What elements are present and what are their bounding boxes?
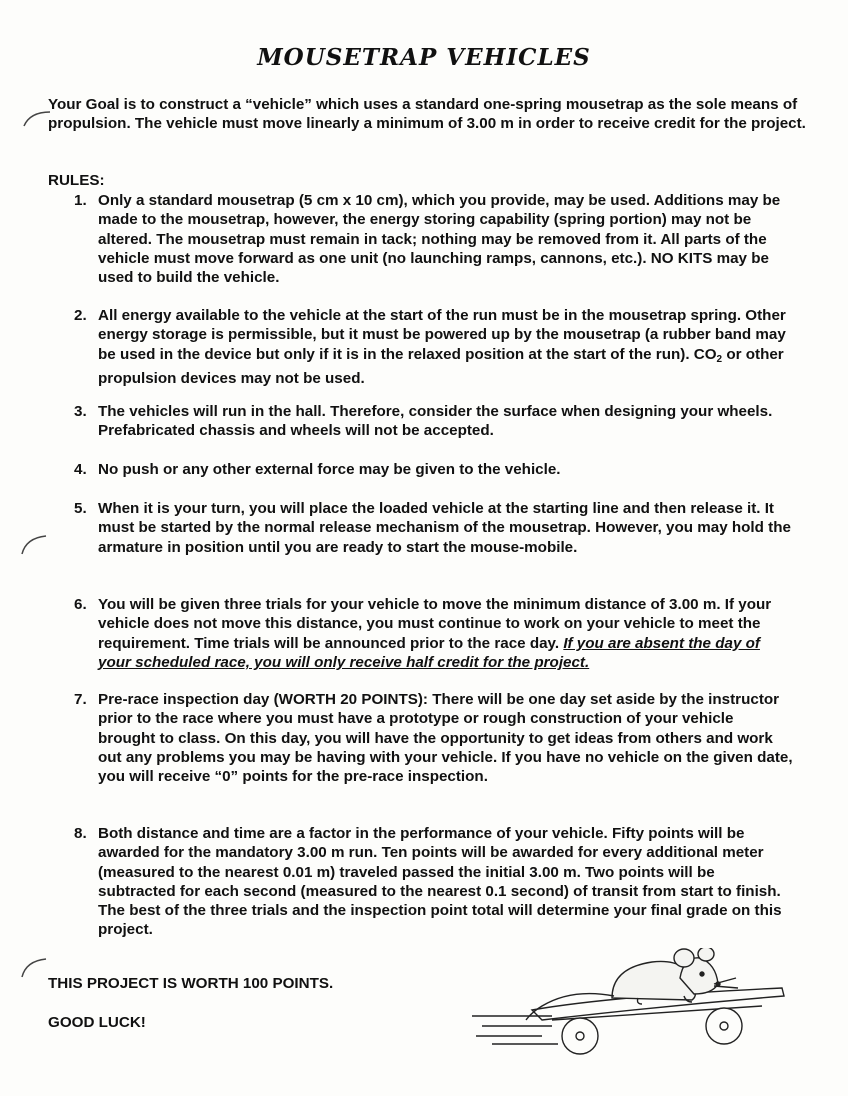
rule-number: 7. [74,691,87,708]
underlined-warning: If you are absent the day of your scheduled race, you will only receive half credit for the project. [98,634,760,671]
rule-item-2 [74,306,794,388]
hole-punch-mark-icon [20,955,50,979]
rule-text [98,595,794,672]
rule-text: The vehicles will run in the hall. Therefore, consider the surface when designing your wheels. Prefabricated chassis and wheels will not be accepted. [98,403,773,440]
hole-punch-mark-icon [20,532,50,556]
rule-number: 5. [74,500,87,517]
rule-item-7 [74,690,794,786]
rule-number: 1. [74,192,87,209]
rule-text: No push or any other external force may be given to the vehicle. [98,461,561,478]
rule-text: Both distance and time are a factor in the performance of your vehicle. Fifty points will be awarded for the mandatory 3.00 m run. Ten points will be awarded for every additional meter (measured to the nearest 0.01 m) traveled passed the initial 3.00 m. Two points will be subtracted for each second (measured to the nearest 0.1 second) of transit from start to finish. The best of the three trials and the inspection point total will determine your final grade on this project. [98,825,782,939]
rule-text: Only a standard mousetrap (5 cm x 10 cm), which you provide, may be used. Additions may be made to the mousetrap, however, the energy storing capability (spring portion) may not be altered. The mousetrap must remain in tack; nothing may be removed from it. All parts of the vehicle must move forward as one unit (no launching ramps, cannons, etc.). NO KITS may be used to build the vehicle. [98,192,781,287]
rule-item-8 [74,824,794,940]
subscript: 2 [716,353,723,365]
rule-item-4 [74,460,794,479]
rule-number: 8. [74,825,87,842]
rule-text: Pre-race inspection day (WORTH 20 POINTS): There will be one day set aside by the instructor prior to the race where you must have a prototype or rough construction of your vehicle brought to class. On this day, you will have the opportunity to get ideas from others and work out any problems you may be having with your vehicle. If you have no vehicle on the given date, you will receive “0” points for the pre-race inspection. [98,691,793,786]
rule-text [98,306,794,388]
intro-paragraph: Your Goal is to construct a “vehicle” which uses a standard one-spring mousetrap as the sole means of propulsion. The vehicle must move linearly a minimum of 3.00 m in order to receive credit for the project. [48,96,806,133]
rule-item-3 [74,402,794,441]
rule-text-part: All energy available to the vehicle at the start of the run must be in the mousetrap spring. Other energy storage is permissible, but it must be powered up by the mousetrap (a rubber band may be used in the device but only if it is in the relaxed position at the start of the run). CO [98,307,786,363]
rule-text-part: or other propulsion devices may not be used. [98,345,784,387]
good-luck: GOOD LUCK! [48,1014,146,1031]
rule-number: 3. [74,403,87,420]
rule-item-5 [74,499,794,557]
rule-text: When it is your turn, you will place the loaded vehicle at the starting line and then release it. It must be started by the normal release mechanism of the mousetrap. However, you may hold the armature in position until you are ready to start the mouse-mobile. [98,500,791,556]
points-total: THIS PROJECT IS WORTH 100 POINTS. [48,975,334,992]
rule-text-part: You will be given three trials for your vehicle to move the minimum distance of 3.00 m. If your vehicle does not move this distance, you must continue to work on your vehicle to meet the requirement. Time trials will be announced prior to the race day. [98,596,772,652]
rules-heading: RULES: [48,172,105,189]
rule-item-1 [74,191,794,287]
hole-punch-mark-icon [22,108,52,128]
rule-number: 2. [74,307,87,324]
rule-number: 4. [74,461,87,478]
rule-number: 6. [74,596,87,613]
rule-item-6 [74,595,794,672]
page-title: MOUSETRAP VEHICLES [257,44,591,71]
mouse-car-illustration-icon [462,948,802,1063]
